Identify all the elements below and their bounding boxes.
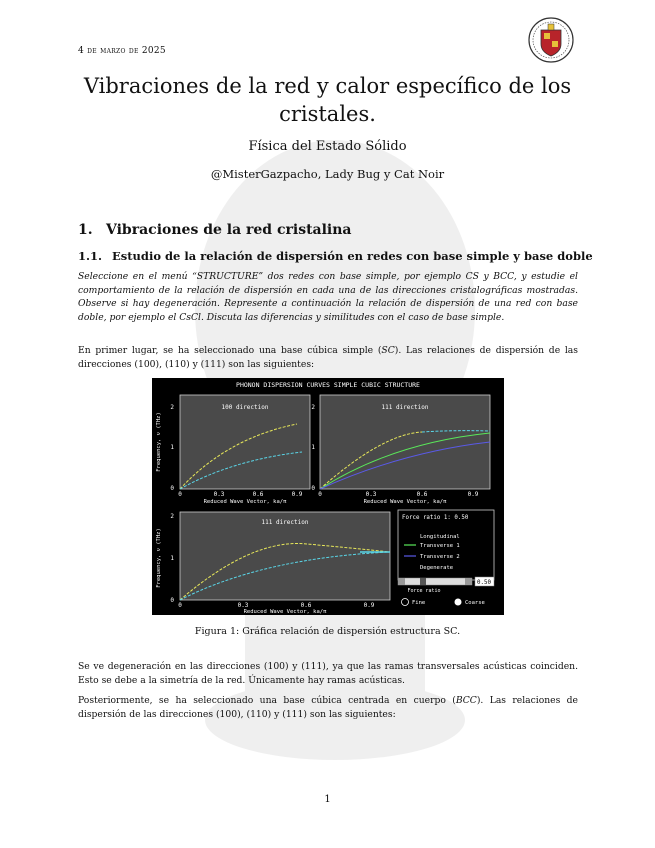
panel-title: 100 direction — [221, 404, 269, 411]
x-tick: 0.6 — [300, 602, 312, 609]
legend-transverse2: Transverse 2 — [420, 554, 460, 560]
force-ratio-label: Force ratio 1: 0.50 — [402, 515, 469, 521]
radio-fine[interactable] — [402, 599, 426, 607]
y-tick: 0 — [311, 485, 315, 492]
y-tick: 1 — [311, 444, 315, 451]
x-tick: 0.3 — [237, 602, 249, 609]
slider-label: Force ratio — [407, 588, 441, 594]
subsection-heading — [78, 249, 593, 263]
dispersion-plot — [152, 378, 504, 615]
intro-text-end: ). Las relaciones de dispersión de las direcciones (100), (110) y (111) son las siguientes: — [78, 345, 578, 370]
subsection-title: Estudio de la relación de dispersión en redes con base simple y base doble — [112, 249, 593, 263]
figure-dispersion-sc — [152, 378, 504, 615]
section-heading — [78, 222, 352, 238]
document-date: 4 de marzo de 2025 — [78, 46, 166, 56]
x-tick: 0 — [178, 491, 182, 498]
bcc-text-end: ). Las relaciones de dispersión de las direcciones (100), (110) y (111) son las siguientes: — [78, 695, 578, 720]
y-tick: 0 — [170, 597, 174, 604]
page-title: Vibraciones de la red y calor específico de los cristales. — [83, 74, 572, 126]
y-tick: 2 — [311, 404, 315, 411]
slider-right-arrow-icon[interactable] — [465, 578, 472, 585]
page-subtitle: Física del Estado Sólido — [248, 139, 407, 154]
y-tick: 2 — [170, 513, 174, 520]
panel-111-bottom — [156, 512, 390, 615]
intro-symbol: SC — [381, 345, 395, 356]
legend-longitudinal: Longitudinal — [420, 534, 460, 540]
y-axis-label: Frequency, ν (THz) — [156, 528, 162, 588]
legend-transverse1: Transverse 1 — [420, 543, 460, 549]
intro-text: En primer lugar, se ha seleccionado una base cúbica simple ( — [78, 345, 382, 356]
x-axis-label: Reduced Wave Vector, ka/π — [243, 609, 327, 615]
x-tick: 0.6 — [252, 491, 264, 498]
page-number: 1 — [324, 794, 331, 805]
intro-paragraph — [78, 344, 578, 371]
radio-fine-label: Fine — [412, 600, 426, 606]
panel-title: 111 direction — [261, 519, 309, 526]
panel-100 — [156, 395, 310, 505]
force-ratio-slider[interactable] — [398, 577, 494, 594]
subsection-number: 1.1. — [78, 249, 103, 263]
y-tick: 1 — [170, 444, 174, 451]
legend-degenerate: Degenerate — [420, 565, 454, 571]
radio-coarse[interactable] — [455, 599, 485, 607]
x-tick: 0 — [178, 602, 182, 609]
authors: @MisterGazpacho, Lady Bug y Cat Noir — [210, 167, 445, 181]
bcc-symbol: BCC — [455, 695, 477, 706]
slider-left-arrow-icon[interactable] — [398, 578, 405, 585]
x-axis-label: Reduced Wave Vector, ka/π — [203, 499, 287, 505]
x-tick: 0.3 — [365, 491, 377, 498]
paragraph-degeneracy: Se ve degeneración en las direcciones (100) y (111), ya que las ramas transversales acústicas coinciden. Esto se debe a la simetría de la red. Únicamente hay ramas acústicas. — [78, 661, 578, 686]
university-seal-icon — [527, 16, 575, 64]
bcc-text: Posteriormente, se ha seleccionado una base cúbica centrada en cuerpo ( — [78, 695, 456, 706]
paragraph-bcc — [78, 694, 578, 721]
x-tick: 0.6 — [416, 491, 428, 498]
radio-coarse-label: Coarse — [465, 600, 485, 606]
figure-header: PHONON DISPERSION CURVES SIMPLE CUBIC STRUCTURE — [236, 381, 420, 389]
panel-111-top — [311, 395, 490, 505]
x-tick: 0 — [318, 491, 322, 498]
y-tick: 0 — [170, 485, 174, 492]
x-tick: 0.9 — [467, 491, 479, 498]
y-axis-label: Frequency, ν (THz) — [156, 412, 162, 472]
section-title: Vibraciones de la red cristalina — [106, 222, 352, 238]
figure-caption: Figura 1: Gráfica relación de dispersión estructura SC. — [194, 626, 461, 637]
x-axis-label: Reduced Wave Vector, ka/π — [363, 499, 447, 505]
slider-value: 0.50 — [477, 580, 491, 586]
x-tick: 0.3 — [213, 491, 225, 498]
panel-title: 111 direction — [381, 404, 429, 411]
slider-thumb[interactable] — [420, 578, 426, 585]
x-tick: 0.9 — [363, 602, 375, 609]
y-tick: 2 — [170, 404, 174, 411]
y-tick: 1 — [170, 555, 174, 562]
exercise-statement: Seleccione en el menú “STRUCTURE” dos redes con base simple, por ejemplo CS y BCC, y estudie el comportamiento de la relación de dispersión en cada una de las direcciones cristalográficas mostradas. Observe si hay degeneración. Represente a continuación la relación de dispersión de una red con base doble, por ejemplo el CsCl. Discuta las diferencias y similitudes con el caso de base simple. — [78, 271, 578, 323]
x-tick: 0.9 — [291, 491, 303, 498]
section-number: 1. — [78, 222, 93, 238]
legend-panel — [398, 510, 494, 580]
